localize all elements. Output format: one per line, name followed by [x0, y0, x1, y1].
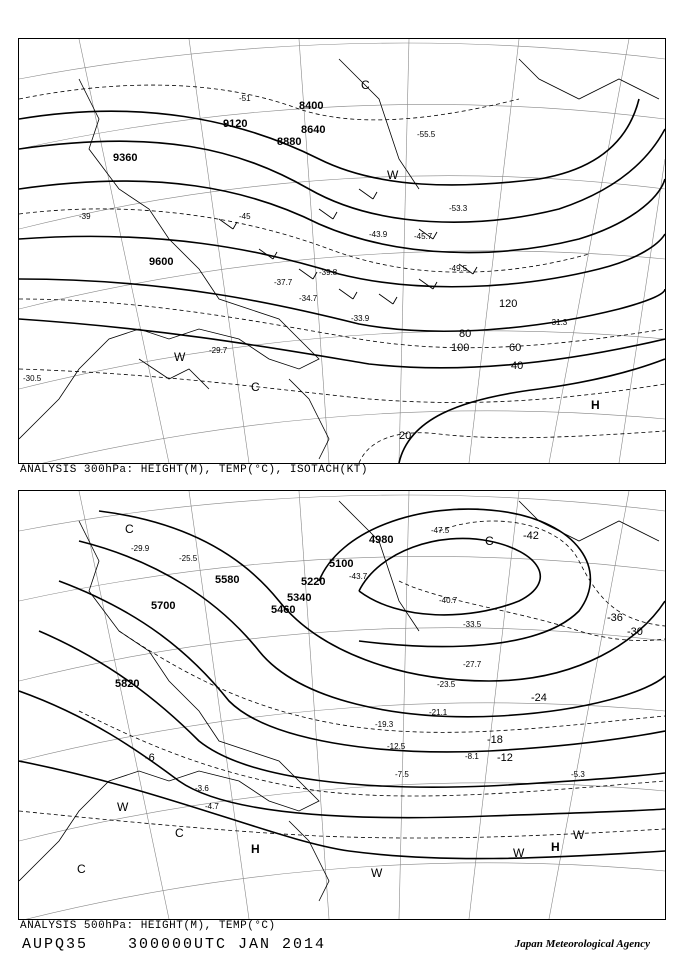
isotach-labels	[399, 298, 523, 442]
center-mark: W	[117, 800, 129, 814]
temp-label: -49.5	[449, 264, 468, 273]
temp-label: -39.8	[319, 268, 338, 277]
isotherm-labels	[145, 530, 643, 764]
temp-label: -43.9	[369, 230, 388, 239]
isotach-label: 120	[499, 298, 518, 310]
obs-label: -29.9	[131, 544, 150, 553]
isotherm-label: -18	[487, 734, 503, 746]
graticule	[19, 491, 665, 919]
height-labels	[115, 534, 393, 690]
obs-label: -43.7	[349, 572, 368, 581]
height-label: 9600	[149, 256, 174, 268]
isotherm-label: -24	[531, 692, 547, 704]
center-mark: W	[174, 350, 186, 364]
height-label: 8640	[301, 124, 326, 136]
obs-label: -33.5	[463, 620, 482, 629]
coastline	[19, 59, 659, 459]
map-500hpa	[18, 490, 666, 920]
temp-label: -29.7	[209, 346, 228, 355]
isotherm-label: -30	[627, 626, 643, 638]
isotach-label: 60	[509, 342, 522, 354]
center-mark: C	[125, 522, 134, 536]
isotach-label: 40	[511, 360, 524, 372]
temp-label: -51	[239, 94, 251, 103]
height-label: 8880	[277, 136, 302, 148]
map-500hpa-drawing	[19, 491, 665, 919]
temp-label: -31.3	[549, 318, 568, 327]
map-300hpa	[18, 38, 666, 464]
obs-label: -4.7	[205, 802, 219, 811]
isotach-label: 20	[399, 430, 412, 442]
obs-label: -8.1	[465, 752, 479, 761]
temp-label: -37.7	[274, 278, 293, 287]
isotherm-label: -36	[607, 612, 623, 624]
obs-label: -21.1	[429, 708, 448, 717]
height-label: 5100	[329, 558, 354, 570]
height-label: 5460	[271, 604, 296, 616]
center-mark: W	[573, 828, 585, 842]
isotherm-label: -12	[497, 752, 513, 764]
valid-time: 300000UTC JAN 2014	[128, 936, 327, 953]
caption-500hpa: ANALYSIS 500hPa: HEIGHT(M), TEMP(°C)	[20, 920, 276, 932]
temp-label: -45.7	[414, 232, 433, 241]
isotherm-label: -6	[145, 752, 155, 764]
height-label: 5700	[151, 600, 176, 612]
obs-label: -25.5	[179, 554, 198, 563]
chart-code: AUPQ35	[22, 936, 89, 953]
height-labels	[113, 100, 325, 268]
center-mark: C	[251, 380, 260, 394]
height-label: 5220	[301, 576, 326, 588]
obs-label: -7.5	[395, 770, 409, 779]
isotach-label: 80	[459, 328, 472, 340]
center-mark: W	[387, 168, 399, 182]
temp-label: -53.3	[449, 204, 468, 213]
obs-label: -19.3	[375, 720, 394, 729]
center-mark: H	[251, 842, 260, 856]
temp-label: -30.5	[23, 374, 42, 383]
temp-label: -55.5	[417, 130, 436, 139]
isotach-label: 100	[451, 342, 470, 354]
map-300hpa-drawing	[19, 39, 665, 463]
temp-label: -33.9	[351, 314, 370, 323]
isotherm-label: -42	[523, 530, 539, 542]
height-label: 8400	[299, 100, 324, 112]
graticule	[19, 39, 665, 463]
height-label: 5340	[287, 592, 312, 604]
height-label: 4980	[369, 534, 394, 546]
obs-label: -3.6	[195, 784, 209, 793]
agency-name: Japan Meteorological Agency	[514, 938, 650, 950]
height-label: 5580	[215, 574, 240, 586]
center-mark: H	[591, 398, 600, 412]
center-mark: C	[361, 78, 370, 92]
temp-label: -34.7	[299, 294, 318, 303]
center-mark: W	[513, 846, 525, 860]
height-label: 9120	[223, 118, 248, 130]
obs-label: -27.7	[463, 660, 482, 669]
center-mark: W	[371, 866, 383, 880]
height-label: 5820	[115, 678, 140, 690]
center-mark: H	[551, 840, 560, 854]
center-mark: C	[175, 826, 184, 840]
center-mark: C	[77, 862, 86, 876]
obs-label: -47.5	[431, 526, 450, 535]
obs-label: -40.7	[439, 596, 458, 605]
height-label: 9360	[113, 152, 138, 164]
obs-label: -12.5	[387, 742, 406, 751]
center-mark: C	[485, 534, 494, 548]
obs-label: -5.3	[571, 770, 585, 779]
obs-label: -23.5	[437, 680, 456, 689]
temp-label: -45	[239, 212, 251, 221]
pressure-centers	[77, 522, 585, 880]
temp-label: -39	[79, 212, 91, 221]
caption-300hpa: ANALYSIS 300hPa: HEIGHT(M), TEMP(°C), ISOTACH(KT)	[20, 464, 368, 476]
